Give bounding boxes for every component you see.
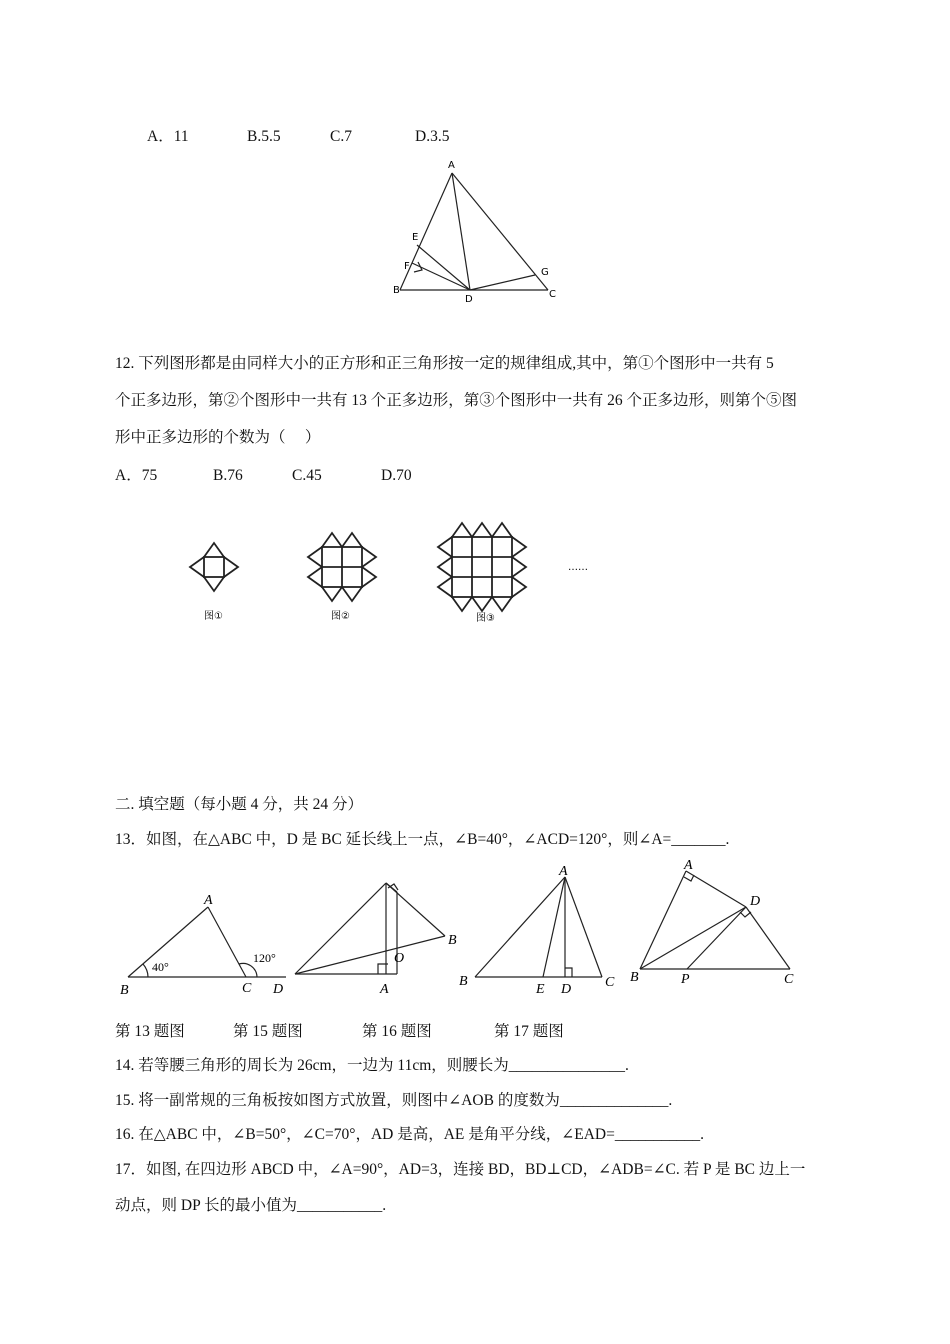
- q12-option-c: C.45: [292, 467, 322, 484]
- fig17-label-d: D: [750, 894, 761, 909]
- q11-figure: [390, 155, 570, 310]
- fig-17: [620, 855, 810, 990]
- section-2-heading: 二. 填空题（每小题 4 分，共 24 分）: [115, 796, 364, 813]
- fig-16: [455, 860, 630, 995]
- q11-label-g: G: [541, 267, 549, 278]
- q14-text: 14. 若等腰三角形的周长为 26cm，一边为 11cm，则腰长为_______________.: [115, 1057, 629, 1074]
- q11-label-e: E: [412, 232, 419, 243]
- q16-text: 16. 在△ABC 中，∠B=50°，∠C=70°，AD 是高，AE 是角平分线，∠EAD=___________.: [115, 1126, 704, 1143]
- q11-option-a: A．11: [147, 128, 189, 145]
- fig13-label-d: D: [273, 982, 284, 997]
- fig13-label-c: C: [242, 981, 252, 996]
- q11-option-d: D.3.5: [415, 128, 450, 145]
- q12-caption-3: 图③: [476, 613, 495, 624]
- q12-line-2: 个正多边形，第②个图形中一共有 13 个正多边形，第③个图形中一共有 26 个正多边形，则第个⑤图: [115, 392, 798, 409]
- caption-fig-17: 第 17 题图: [494, 1023, 564, 1040]
- q11-label-d: D: [465, 294, 473, 305]
- q11-label-c: C: [549, 289, 556, 300]
- q12-option-d: D.70: [381, 467, 412, 484]
- fig-15: [290, 870, 465, 1000]
- q11-label-a: A: [448, 160, 455, 171]
- fig15-label-a: A: [380, 982, 389, 997]
- q12-option-b: B.76: [213, 467, 243, 484]
- q11-option-c: C.7: [330, 128, 352, 145]
- fig17-label-a: A: [684, 858, 693, 873]
- q17-line-1: 17．如图, 在四边形 ABCD 中，∠A=90°，AD=3，连接 BD，BD⊥CD，∠ADB=∠C. 若 P 是 BC 边上一: [115, 1161, 806, 1178]
- q12-caption-2: 图②: [331, 611, 350, 622]
- q11-label-b: B: [393, 285, 400, 296]
- caption-fig-13: 第 13 题图: [115, 1023, 185, 1040]
- fig17-label-c: C: [784, 972, 794, 987]
- fig-13: [110, 880, 300, 1000]
- fig16-label-e: E: [536, 982, 545, 997]
- fig17-label-p: P: [681, 972, 690, 987]
- fig17-label-b: B: [630, 970, 639, 985]
- q12-caption-1: 图①: [204, 611, 223, 622]
- fig16-label-a: A: [559, 864, 568, 879]
- q12-ellipsis: ……: [568, 562, 588, 573]
- fig13-label-a: A: [204, 893, 213, 908]
- q11-label-f: F: [404, 261, 410, 272]
- q17-line-2: 动点，则 DP 长的最小值为___________.: [115, 1197, 387, 1214]
- fig13-angle-c: 120°: [253, 951, 276, 965]
- q12-pattern-figures: [180, 515, 610, 635]
- caption-fig-16: 第 16 题图: [362, 1023, 432, 1040]
- fig16-label-c: C: [605, 975, 615, 990]
- q13-text: 13．如图，在△ABC 中，D 是 BC 延长线上一点，∠B=40°，∠ACD=120°，则∠A=_______.: [115, 831, 730, 848]
- fig16-label-d: D: [561, 982, 572, 997]
- caption-fig-15: 第 15 题图: [233, 1023, 303, 1040]
- fig13-label-b: B: [120, 983, 129, 998]
- q12-option-a: A．75: [115, 467, 158, 484]
- q12-line-1: 12. 下列图形都是由同样大小的正方形和正三角形按一定的规律组成,其中，第①个图形中一共有 5: [115, 355, 774, 372]
- fig15-label-o: O: [394, 951, 405, 966]
- q15-text: 15. 将一副常规的三角板按如图方式放置，则图中∠AOB 的度数为______________.: [115, 1092, 673, 1109]
- q12-line-3: 形中正多边形的个数为（ ）: [115, 429, 321, 446]
- fig16-label-b: B: [459, 974, 468, 989]
- q11-option-b: B.5.5: [247, 128, 281, 145]
- fig13-angle-b: 40°: [152, 960, 169, 974]
- fig15-label-b: B: [448, 933, 457, 948]
